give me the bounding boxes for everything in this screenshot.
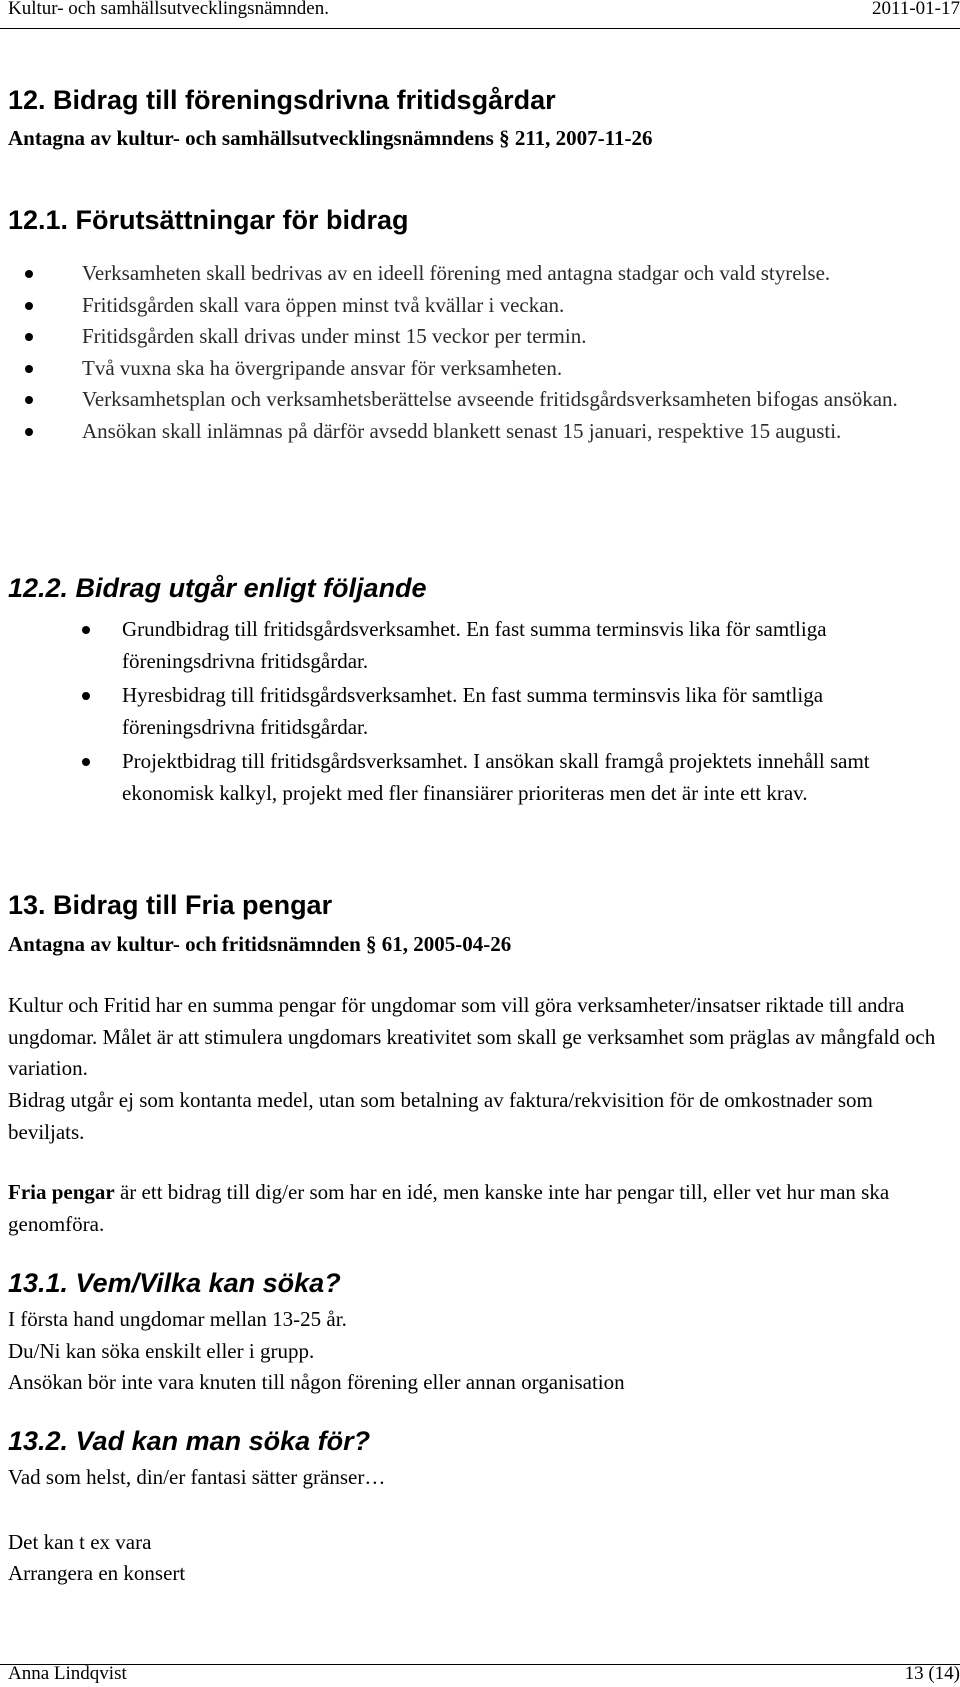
list-item-text: Verksamheten skall bedrivas av en ideell förening med antagna stadgar och vald styrelse. (82, 261, 831, 285)
section-13-1-heading: 13.1. Vem/Vilka kan söka? (8, 1268, 341, 1298)
section-12-heading: 12. Bidrag till föreningsdrivna fritidsgårdar (8, 85, 556, 115)
list-item (82, 258, 922, 290)
header-title: Kultur- och samhällsutvecklingsnämnden. (8, 0, 329, 19)
list-item-text: Två vuxna ska ha övergripande ansvar för verksamheten. (82, 355, 563, 380)
header-rule (0, 28, 960, 29)
list-item (82, 384, 922, 416)
bullet-icon (82, 758, 90, 766)
page-header (0, 0, 960, 30)
list-item (82, 321, 922, 353)
section-12-1-heading: 12.1. Förutsättningar för bidrag (8, 205, 409, 235)
list-item-text: Grundbidrag till fritidsgårdsverksamhet. En fast summa terminsvis lika för samtliga föreningsdrivna fritidsgårdar. (122, 617, 827, 673)
section-13-paragraph-1: Kultur och Fritid har en summa pengar för ungdomar som vill göra verksamheter/insatser riktade till andra ungdomar. Målet är att stimulera ungdomars kreativitet som skall ge verksamhet som präglas av mångfald och variation. (8, 993, 936, 1080)
list-item (82, 353, 922, 385)
footer-page-number: 13 (14) (904, 1663, 960, 1684)
footer-author: Anna Lindqvist (8, 1663, 127, 1684)
list-item-text: Fritidsgården skall drivas under minst 15 veckor per termin. (82, 324, 587, 348)
conditions-list (82, 258, 922, 447)
section-13-1-body (8, 1304, 938, 1399)
list-item-text: Verksamhetsplan och verksamhetsberättelse avseende fritidsgårdsverksamheten bifogas ansökan. (82, 387, 898, 411)
section-13-2-line-1: Vad som helst, din/er fantasi sätter gränser… (8, 1465, 386, 1489)
bullet-icon (25, 396, 33, 404)
list-item (82, 290, 922, 322)
list-item-text: Hyresbidrag till fritidsgårdsverksamhet. En fast summa terminsvis lika för samtliga föreningsdrivna fritidsgårdar. (122, 683, 824, 739)
text-line: Du/Ni kan söka enskilt eller i grupp. (8, 1338, 315, 1363)
bullet-icon (25, 428, 33, 436)
section-12-adopted: Antagna av kultur- och samhällsutvecklingsnämndens § 211, 2007-11-26 (8, 126, 653, 150)
list-item (122, 746, 944, 809)
section-13-paragraph-3 (8, 1177, 938, 1240)
footer-rule (0, 1664, 960, 1665)
list-item (82, 416, 922, 448)
section-13-2-heading: 13.2. Vad kan man söka för? (8, 1426, 371, 1456)
bullet-icon (25, 270, 33, 278)
bullet-icon (82, 692, 90, 700)
section-13-paragraph-2: Bidrag utgår ej som kontanta medel, utan som betalning av faktura/rekvisition för de omkostnader som beviljats. (8, 1088, 873, 1144)
bullet-icon (82, 626, 90, 634)
list-item-text: Ansökan skall inlämnas på därför avsedd blankett senast 15 januari, respektive 15 augusti. (82, 418, 842, 443)
text-line: Ansökan bör inte vara knuten till någon förening eller annan organisation (8, 1370, 625, 1394)
text-line: I första hand ungdomar mellan 13-25 år. (8, 1307, 347, 1331)
list-item (122, 614, 944, 677)
paragraph-3-text: är ett bidrag till dig/er som har en idé, men kanske inte har pengar till, eller vet hur man ska genomföra. (8, 1180, 890, 1236)
grant-types-list (122, 614, 944, 812)
bullet-icon (25, 365, 33, 373)
section-13-adopted: Antagna av kultur- och fritidsnämnden § 61, 2005-04-26 (8, 932, 512, 956)
fria-pengar-term: Fria pengar (8, 1180, 115, 1204)
section-13-2-line-2: Det kan t ex vara (8, 1530, 152, 1554)
section-13-heading: 13. Bidrag till Fria pengar (8, 890, 333, 920)
bullet-icon (25, 333, 33, 341)
bullet-icon (25, 302, 33, 310)
list-item-text: Fritidsgården skall vara öppen minst två kvällar i veckan. (82, 292, 565, 317)
section-12-2-heading: 12.2. Bidrag utgår enligt följande (8, 573, 427, 603)
header-date: 2011-01-17 (872, 0, 960, 19)
list-item (122, 680, 944, 743)
list-item-text: Projektbidrag till fritidsgårdsverksamhet. I ansökan skall framgå projektets innehåll samt ekonomisk kalkyl, projekt med fler finansiärer prioriteras men det är inte ett krav. (122, 749, 870, 805)
section-13-2-line-3: Arrangera en konsert (8, 1561, 186, 1585)
